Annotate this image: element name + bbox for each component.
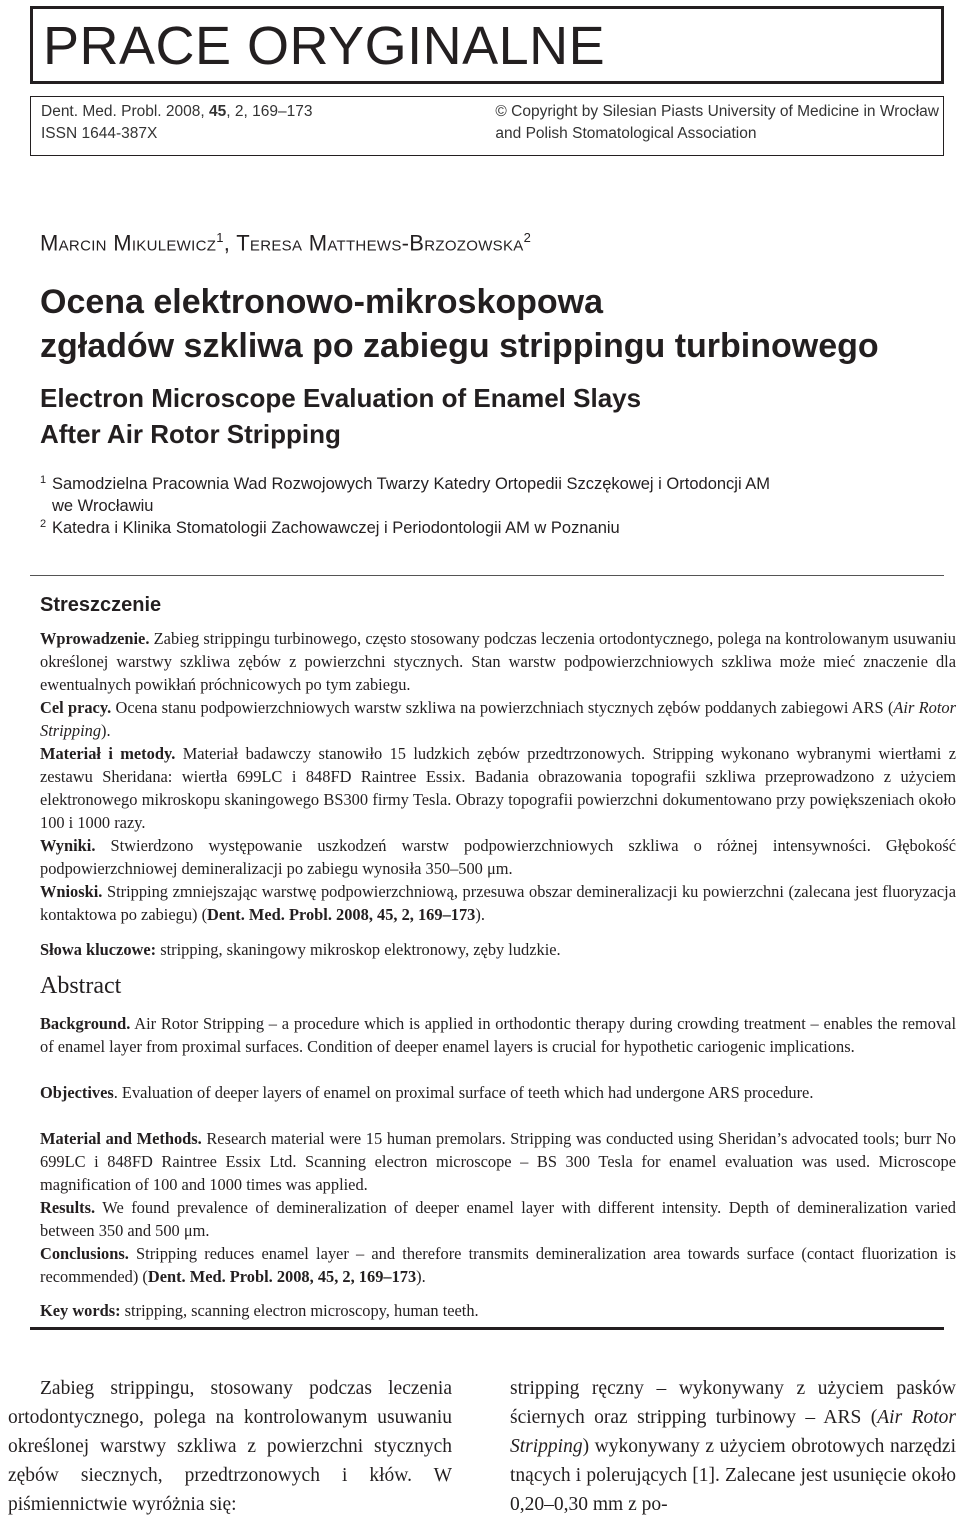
section-header-box: [30, 6, 944, 84]
journal-name: Dent. Med. Probl. 2008,: [41, 103, 210, 120]
paragraph-text: . Evaluation of deeper layers of enamel on proximal surface of teeth which had undergone ARS procedure.: [113, 1083, 814, 1102]
title-line: After Air Rotor Stripping: [40, 419, 341, 449]
streszczenie-results: [40, 834, 956, 880]
paragraph-label: Wyniki.: [40, 836, 96, 855]
paragraph-label: Background.: [40, 1014, 131, 1033]
paragraph-text: Ocena stanu podpowierzchniowych warstw szkliwa na powierzchniach stycznych zębów poddanych zabiegowi ARS (: [111, 698, 894, 717]
affiliation-number: 1: [40, 474, 47, 486]
streszczenie-aim: [40, 696, 956, 742]
paragraph-text: Research material were 15 human premolars. Stripping was conducted using Sheridan’s advocated tools; burr No 699LC i 848FD Raintree Essix Ltd. Scanning electron microscope – BS 300 Tesla for enamel evaluation was used. Microscope magnification of 100 and 1000 times was applied.: [40, 1129, 956, 1194]
paragraph-text: Stripping reduces enamel layer – and therefore transmits demineralization area towards surface (contact fluorization is recommended) (: [40, 1244, 956, 1286]
citation-box: [30, 96, 944, 156]
title-line: zgładów szkliwa po zabiegu strippingu turbinowego: [40, 327, 879, 365]
abstract-objectives: [40, 1081, 956, 1104]
body-column-right: [510, 1374, 956, 1519]
paragraph-label: Key words:: [40, 1301, 121, 1320]
copyright-notice: [495, 101, 939, 145]
copyright-line: and Polish Stomatological Association: [495, 125, 757, 142]
title-polish: [40, 280, 879, 368]
streszczenie-methods: [40, 742, 956, 834]
paragraph-text: Stwierdzono występowanie uszkodzeń warstw podpowierzchniowych szkliwa o różnej intensywności. Głębokość podpowierzchniowej demineralizacji po zabiegu wynosiła 350–500 μm.: [40, 836, 956, 878]
paragraph-text: We found prevalence of demineralization of deeper enamel layer with different intensity. Depth of demineralization varied between 350 and 500 μm.: [40, 1198, 956, 1240]
affiliation-item: [40, 473, 920, 517]
abstract-background: [40, 1012, 956, 1058]
affiliation-item: [40, 517, 920, 539]
paragraph-label: Results.: [40, 1198, 96, 1217]
affiliation-number: 2: [40, 518, 47, 530]
streszczenie-heading: Streszczenie: [40, 594, 162, 616]
title-english: [40, 380, 641, 452]
paragraph-text: stripping, scanning electron microscopy, human teeth.: [120, 1301, 479, 1320]
paragraph-text: Air Rotor Stripping – a procedure which is applied in orthodontic therapy during crowding treatment – enables the removal of enamel layer from proximal surfaces. Condition of deeper enamel layers is crucial for hypothetic cariogenic implications.: [40, 1014, 956, 1056]
abstract-heading: Abstract: [40, 973, 122, 999]
affiliation-marker: 2: [523, 230, 532, 245]
body-text: ) wykonywany z użyciem obrotowych narzędzi tnących i polerujących [1]. Zalecane jest usunięcie około 0,20–0,30 mm z po-: [510, 1436, 956, 1515]
affiliation-text: Katedra i Klinika Stomatologii Zachowawczej i Periodontologii AM w Poznaniu: [52, 519, 620, 537]
citation-ref: Dent. Med. Probl. 2008, 45, 2, 169–173: [147, 1267, 417, 1286]
paragraph-label: Conclusions.: [40, 1244, 129, 1263]
affiliation-text: we Wrocławiu: [52, 497, 154, 515]
paragraph-text: ).: [416, 1267, 426, 1286]
paragraph-text: Stripping zmniejszając warstwę podpowierzchniową, przesuwa obszar demineralizacji ku powierzchni (zalecana jest fluoryzacja kontaktowa po zabiegu) (: [40, 882, 956, 924]
abstract-conclusions: [40, 1242, 956, 1288]
title-line: Electron Microscope Evaluation of Enamel Slays: [40, 383, 642, 413]
paragraph-text: Zabieg strippingu turbinowego, często stosowany podczas leczenia ortodontycznego, polega na kontrolowanym usuwaniu określonej warstwy szkliwa zębów z powierzchni stycznych. Stan warstw podpowierzchniowych szkliwa może mieć znaczenie dla ewentualnych powikłań próchnicowych po tym zabiegu.: [40, 629, 956, 694]
paragraph-text: ).: [101, 721, 111, 740]
affiliation-marker: 1: [216, 230, 224, 245]
paragraph-label: Wnioski.: [40, 882, 103, 901]
issn: ISSN 1644-387X: [41, 125, 158, 142]
citation-ref: Dent. Med. Probl. 2008, 45, 2, 169–173: [207, 905, 476, 924]
abstract-results: [40, 1196, 956, 1242]
paragraph-label: Cel pracy.: [40, 698, 112, 717]
author-name: Marcin Mikulewicz: [40, 230, 217, 256]
paragraph-text: ).: [475, 905, 485, 924]
journal-volume: 45: [209, 103, 227, 120]
body-text: Zabieg strippingu, stosowany podczas leczenia ortodontycznego, polega na kontrolowanym usuwaniu określonej warstwy szkliwa z powierzchni stycznych zębów siecznych, przedtrzonowych i kłów. W piśmiennictwie wyróżnia się:: [8, 1378, 452, 1515]
body-column-left: [8, 1374, 452, 1519]
author-separator: ,: [223, 230, 237, 256]
paragraph-text: Materiał badawczy stanowiło 15 ludzkich zębów przedtrzonowych. Stripping wykonano wybranymi wiertłami z zestawu Sheridana: wiertła 699LC i 848FD Raintree Essix. Badania obrazowania topografii szkliwa przeprowadzono z użyciem elektronowego mikroskopu skaningowego BS300 firmy Tesla. Obrazy topografii powierzchni dokumentowano przy powiększeniach około 100 i 1000 razy.: [40, 744, 956, 832]
streszczenie-keywords: [40, 938, 956, 961]
paragraph-text: stripping, skaningowy mikroskop elektronowy, zęby ludzkie.: [156, 940, 561, 959]
abstract-methods: [40, 1127, 956, 1196]
paragraph-label: Materiał i metody.: [40, 744, 176, 763]
paragraph-label: Wprowadzenie.: [40, 629, 150, 648]
journal-citation: [41, 101, 312, 145]
paragraph-label: Material and Methods.: [40, 1129, 202, 1148]
section-title: PRACE ORYGINALNE: [43, 16, 606, 76]
affiliations: [40, 473, 920, 539]
affiliation-text: Samodzielna Pracownia Wad Rozwojowych Twarzy Katedry Ortopedii Szczękowej i Ortodoncji AM: [52, 475, 771, 493]
italic-term: Air Rotor Stripping: [510, 1407, 956, 1457]
author-list: [40, 230, 531, 256]
copyright-line: © Copyright by Silesian Piasts University of Medicine in Wrocław: [495, 103, 939, 120]
paragraph-label: Słowa kluczowe:: [40, 940, 157, 959]
title-line: Ocena elektronowo-mikroskopowa: [40, 283, 604, 321]
streszczenie-conclusions: [40, 880, 956, 926]
author-name: Teresa Matthews-Brzozowska: [236, 230, 524, 256]
streszczenie-intro: [40, 627, 956, 696]
abstract-keywords: [40, 1299, 956, 1322]
body-text: stripping ręczny – wykonywany z użyciem pasków ściernych oraz stripping turbinowy – ARS (: [510, 1378, 956, 1428]
paragraph-label: Objectives: [40, 1083, 114, 1102]
journal-pages: , 2, 169–173: [226, 103, 313, 120]
italic-term: Air Rotor Stripping: [40, 698, 956, 740]
